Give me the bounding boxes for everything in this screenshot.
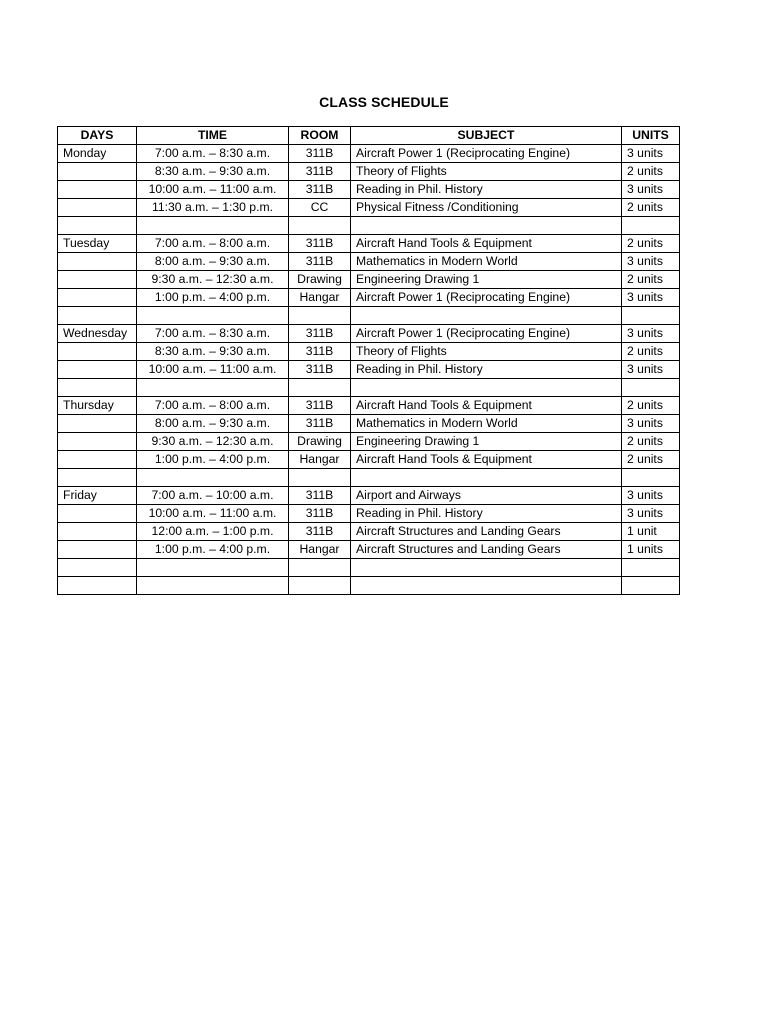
time-cell: 8:00 a.m. – 9:30 a.m. <box>137 415 289 433</box>
room-cell <box>289 379 351 397</box>
header-days: DAYS <box>58 127 137 145</box>
units-cell: 3 units <box>622 415 680 433</box>
day-cell <box>58 361 137 379</box>
subject-cell: Aircraft Structures and Landing Gears <box>351 523 622 541</box>
units-cell: 2 units <box>622 235 680 253</box>
subject-cell: Airport and Airways <box>351 487 622 505</box>
room-cell <box>289 559 351 577</box>
subject-cell: Aircraft Hand Tools & Equipment <box>351 235 622 253</box>
subject-cell: Mathematics in Modern World <box>351 253 622 271</box>
time-cell <box>137 559 289 577</box>
header-units: UNITS <box>622 127 680 145</box>
room-cell <box>289 217 351 235</box>
subject-cell <box>351 577 622 595</box>
room-cell: 311B <box>289 253 351 271</box>
day-cell <box>58 433 137 451</box>
room-cell: 311B <box>289 325 351 343</box>
table-row <box>58 163 680 181</box>
room-cell: Hangar <box>289 451 351 469</box>
units-cell: 2 units <box>622 397 680 415</box>
room-cell: Hangar <box>289 541 351 559</box>
units-cell: 2 units <box>622 271 680 289</box>
time-cell: 7:00 a.m. – 8:00 a.m. <box>137 397 289 415</box>
header-room: ROOM <box>289 127 351 145</box>
day-cell <box>58 271 137 289</box>
time-cell: 9:30 a.m. – 12:30 a.m. <box>137 433 289 451</box>
room-cell: 311B <box>289 361 351 379</box>
units-cell: 2 units <box>622 199 680 217</box>
subject-cell <box>351 469 622 487</box>
units-cell: 2 units <box>622 451 680 469</box>
table-row <box>58 559 680 577</box>
class-schedule-table <box>57 126 680 595</box>
units-cell: 2 units <box>622 433 680 451</box>
day-cell <box>58 451 137 469</box>
day-cell <box>58 379 137 397</box>
table-row <box>58 361 680 379</box>
day-cell <box>58 469 137 487</box>
time-cell <box>137 307 289 325</box>
subject-cell: Theory of Flights <box>351 343 622 361</box>
day-cell <box>58 415 137 433</box>
day-cell <box>58 199 137 217</box>
subject-cell: Theory of Flights <box>351 163 622 181</box>
room-cell: 311B <box>289 523 351 541</box>
units-cell <box>622 469 680 487</box>
room-cell: 311B <box>289 163 351 181</box>
subject-cell <box>351 379 622 397</box>
room-cell: Drawing <box>289 433 351 451</box>
time-cell: 8:30 a.m. – 9:30 a.m. <box>137 163 289 181</box>
header-time: TIME <box>137 127 289 145</box>
subject-cell: Physical Fitness /Conditioning <box>351 199 622 217</box>
time-cell <box>137 217 289 235</box>
time-cell: 10:00 a.m. – 11:00 a.m. <box>137 361 289 379</box>
time-cell: 7:00 a.m. – 8:30 a.m. <box>137 145 289 163</box>
subject-cell <box>351 217 622 235</box>
table-row <box>58 415 680 433</box>
room-cell <box>289 577 351 595</box>
room-cell: 311B <box>289 415 351 433</box>
room-cell: 311B <box>289 487 351 505</box>
table-row <box>58 325 680 343</box>
day-cell <box>58 253 137 271</box>
subject-cell: Mathematics in Modern World <box>351 415 622 433</box>
subject-cell: Aircraft Hand Tools & Equipment <box>351 451 622 469</box>
table-row <box>58 577 680 595</box>
time-cell: 7:00 a.m. – 8:30 a.m. <box>137 325 289 343</box>
day-cell: Monday <box>58 145 137 163</box>
table-row <box>58 145 680 163</box>
time-cell: 7:00 a.m. – 10:00 a.m. <box>137 487 289 505</box>
table-row <box>58 379 680 397</box>
header-subject: SUBJECT <box>351 127 622 145</box>
table-row <box>58 505 680 523</box>
time-cell: 8:30 a.m. – 9:30 a.m. <box>137 343 289 361</box>
subject-cell <box>351 307 622 325</box>
subject-cell <box>351 559 622 577</box>
page-title: CLASS SCHEDULE <box>319 94 449 110</box>
time-cell: 1:00 p.m. – 4:00 p.m. <box>137 541 289 559</box>
header-row <box>58 127 680 145</box>
room-cell: 311B <box>289 145 351 163</box>
time-cell: 8:00 a.m. – 9:30 a.m. <box>137 253 289 271</box>
day-cell <box>58 559 137 577</box>
table-row <box>58 451 680 469</box>
day-cell: Tuesday <box>58 235 137 253</box>
room-cell: CC <box>289 199 351 217</box>
time-cell: 9:30 a.m. – 12:30 a.m. <box>137 271 289 289</box>
room-cell: 311B <box>289 397 351 415</box>
units-cell: 1 units <box>622 541 680 559</box>
table-row <box>58 487 680 505</box>
day-cell <box>58 541 137 559</box>
room-cell: 311B <box>289 181 351 199</box>
day-cell <box>58 577 137 595</box>
subject-cell: Aircraft Power 1 (Reciprocating Engine) <box>351 289 622 307</box>
day-cell <box>58 523 137 541</box>
units-cell: 3 units <box>622 181 680 199</box>
room-cell: 311B <box>289 235 351 253</box>
table-row <box>58 541 680 559</box>
room-cell: 311B <box>289 343 351 361</box>
table-row <box>58 397 680 415</box>
table-row <box>58 199 680 217</box>
time-cell <box>137 577 289 595</box>
room-cell <box>289 469 351 487</box>
units-cell: 2 units <box>622 163 680 181</box>
table-row <box>58 343 680 361</box>
units-cell <box>622 379 680 397</box>
time-cell: 12:00 a.m. – 1:00 p.m. <box>137 523 289 541</box>
subject-cell: Aircraft Power 1 (Reciprocating Engine) <box>351 145 622 163</box>
day-cell <box>58 181 137 199</box>
units-cell: 3 units <box>622 253 680 271</box>
room-cell: 311B <box>289 505 351 523</box>
subject-cell: Aircraft Power 1 (Reciprocating Engine) <box>351 325 622 343</box>
units-cell: 3 units <box>622 289 680 307</box>
table-row <box>58 235 680 253</box>
table-header <box>58 127 680 145</box>
subject-cell: Aircraft Structures and Landing Gears <box>351 541 622 559</box>
table-row <box>58 289 680 307</box>
table-row <box>58 469 680 487</box>
day-cell <box>58 217 137 235</box>
subject-cell: Reading in Phil. History <box>351 361 622 379</box>
units-cell: 3 units <box>622 505 680 523</box>
day-cell <box>58 307 137 325</box>
time-cell <box>137 379 289 397</box>
table-row <box>58 523 680 541</box>
subject-cell: Reading in Phil. History <box>351 505 622 523</box>
units-cell <box>622 307 680 325</box>
units-cell: 3 units <box>622 487 680 505</box>
units-cell: 1 unit <box>622 523 680 541</box>
units-cell <box>622 217 680 235</box>
units-cell: 2 units <box>622 343 680 361</box>
units-cell <box>622 559 680 577</box>
subject-cell: Reading in Phil. History <box>351 181 622 199</box>
time-cell: 7:00 a.m. – 8:00 a.m. <box>137 235 289 253</box>
time-cell: 10:00 a.m. – 11:00 a.m. <box>137 181 289 199</box>
room-cell: Drawing <box>289 271 351 289</box>
room-cell <box>289 307 351 325</box>
room-cell: Hangar <box>289 289 351 307</box>
units-cell <box>622 577 680 595</box>
day-cell <box>58 163 137 181</box>
day-cell: Friday <box>58 487 137 505</box>
day-cell <box>58 505 137 523</box>
table-row <box>58 253 680 271</box>
day-cell: Wednesday <box>58 325 137 343</box>
table-row <box>58 307 680 325</box>
subject-cell: Engineering Drawing 1 <box>351 433 622 451</box>
day-cell <box>58 289 137 307</box>
units-cell: 3 units <box>622 361 680 379</box>
table-row <box>58 433 680 451</box>
table-row <box>58 217 680 235</box>
time-cell <box>137 469 289 487</box>
time-cell: 1:00 p.m. – 4:00 p.m. <box>137 289 289 307</box>
units-cell: 3 units <box>622 145 680 163</box>
time-cell: 11:30 a.m. – 1:30 p.m. <box>137 199 289 217</box>
time-cell: 1:00 p.m. – 4:00 p.m. <box>137 451 289 469</box>
table-row <box>58 271 680 289</box>
time-cell: 10:00 a.m. – 11:00 a.m. <box>137 505 289 523</box>
day-cell: Thursday <box>58 397 137 415</box>
subject-cell: Engineering Drawing 1 <box>351 271 622 289</box>
day-cell <box>58 343 137 361</box>
subject-cell: Aircraft Hand Tools & Equipment <box>351 397 622 415</box>
units-cell: 3 units <box>622 325 680 343</box>
table-body <box>58 145 680 595</box>
table-row <box>58 181 680 199</box>
